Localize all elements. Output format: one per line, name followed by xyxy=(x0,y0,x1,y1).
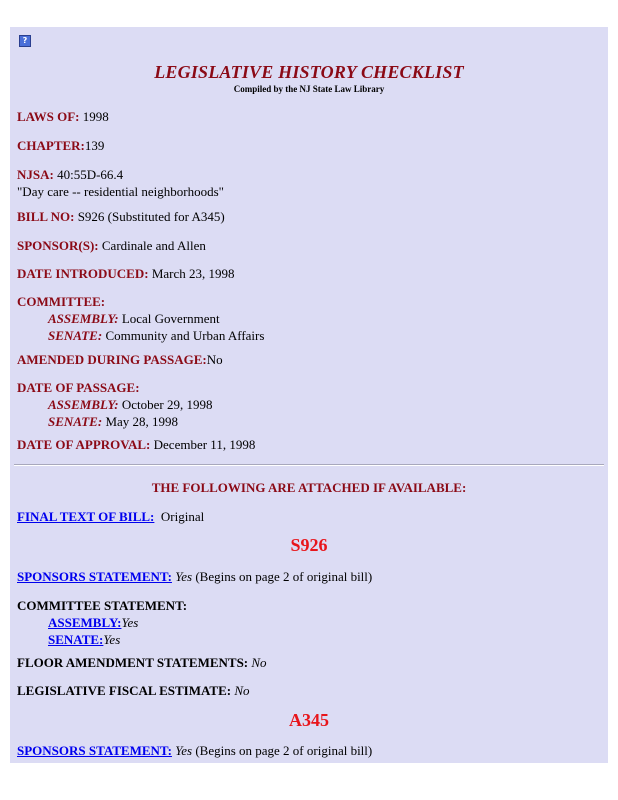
s926-committee-senate-link[interactable]: SENATE: xyxy=(48,632,104,647)
sponsors-row xyxy=(17,237,206,254)
s926-floor-row xyxy=(17,654,267,671)
njsa-value: 40:55D-66.4 xyxy=(57,167,124,182)
passage-senate-row xyxy=(17,413,212,430)
s926-committee-assembly-value: Yes xyxy=(121,615,139,630)
committee-block xyxy=(17,293,264,344)
amended-label: AMENDED DURING PASSAGE: xyxy=(17,352,207,367)
date-introduced-value: March 23, 1998 xyxy=(151,266,235,281)
s926-sponsors-note: (Begins on page 2 of original bill) xyxy=(195,569,373,584)
laws-of-label: LAWS OF: xyxy=(17,109,80,124)
committee-senate-value: Community and Urban Affairs xyxy=(105,328,265,343)
bill-no-value: S926 (Substituted for A345) xyxy=(77,209,225,224)
s926-committee-senate-row xyxy=(17,631,187,648)
committee-senate-row xyxy=(17,327,264,344)
s926-floor-value: No xyxy=(251,655,267,670)
a345-sponsors-statement-link[interactable]: SPONSORS STATEMENT: xyxy=(17,743,172,758)
s926-heading: S926 xyxy=(290,535,328,555)
final-text-row xyxy=(17,508,204,525)
njsa-label: NJSA: xyxy=(17,167,54,182)
final-text-value: Original xyxy=(160,509,205,524)
s926-sponsors-row xyxy=(17,568,372,585)
section-divider xyxy=(14,464,604,466)
s926-committee-assembly-row xyxy=(17,614,187,631)
s926-committee-block xyxy=(17,597,187,648)
committee-label: COMMITTEE: xyxy=(17,294,106,309)
s926-sponsors-value: Yes xyxy=(175,569,193,584)
date-introduced-row xyxy=(17,265,235,282)
njsa-title: "Day care -- residential neighborhoods" xyxy=(17,184,224,199)
chapter-value: 139 xyxy=(84,138,105,153)
bill-no-row xyxy=(17,208,225,225)
passage-assembly-value: October 29, 1998 xyxy=(121,397,213,412)
a345-sponsors-note: (Begins on page 2 of original bill) xyxy=(195,743,373,758)
amended-row xyxy=(17,351,223,368)
committee-assembly-label: ASSEMBLY: xyxy=(48,311,119,326)
s926-committee-label: COMMITTEE STATEMENT: xyxy=(17,598,188,613)
passage-block xyxy=(17,379,212,430)
passage-assembly-row xyxy=(17,396,212,413)
a345-sponsors-row xyxy=(17,742,372,759)
help-icon[interactable]: ? xyxy=(19,35,31,47)
chapter-label: CHAPTER: xyxy=(17,138,85,153)
chapter-row xyxy=(17,137,104,154)
page-title: LEGISLATIVE HISTORY CHECKLIST xyxy=(154,62,464,82)
s926-fiscal-value: No xyxy=(234,683,250,698)
attachments-heading: THE FOLLOWING ARE ATTACHED IF AVAILABLE: xyxy=(151,480,467,495)
date-introduced-label: DATE INTRODUCED: xyxy=(17,266,149,281)
s926-floor-label: FLOOR AMENDMENT STATEMENTS: xyxy=(17,655,249,670)
approval-label: DATE OF APPROVAL: xyxy=(17,437,151,452)
s926-committee-senate-value: Yes xyxy=(103,632,121,647)
laws-of-value: 1998 xyxy=(82,109,109,124)
laws-of-row xyxy=(17,108,109,125)
passage-label: DATE OF PASSAGE: xyxy=(17,380,140,395)
page-subtitle: Compiled by the NJ State Law Library xyxy=(233,84,385,94)
passage-senate-value: May 28, 1998 xyxy=(105,414,179,429)
committee-assembly-row xyxy=(17,310,264,327)
a345-heading: A345 xyxy=(289,710,329,730)
final-text-link[interactable]: FINAL TEXT OF BILL: xyxy=(17,509,155,524)
passage-senate-label: SENATE: xyxy=(48,414,103,429)
approval-row xyxy=(17,436,255,453)
bill-no-label: BILL NO: xyxy=(17,209,75,224)
a345-sponsors-value: Yes xyxy=(175,743,193,758)
amended-value: No xyxy=(206,352,223,367)
s926-fiscal-label: LEGISLATIVE FISCAL ESTIMATE: xyxy=(17,683,232,698)
s926-sponsors-statement-link[interactable]: SPONSORS STATEMENT: xyxy=(17,569,172,584)
approval-value: December 11, 1998 xyxy=(153,437,256,452)
document-page xyxy=(10,27,608,763)
s926-committee-assembly-link[interactable]: ASSEMBLY: xyxy=(48,615,122,630)
committee-senate-label: SENATE: xyxy=(48,328,103,343)
njsa-row xyxy=(17,166,224,200)
committee-assembly-value: Local Government xyxy=(121,311,220,326)
s926-fiscal-row xyxy=(17,682,250,699)
sponsors-label: SPONSOR(S): xyxy=(17,238,99,253)
passage-assembly-label: ASSEMBLY: xyxy=(48,397,119,412)
sponsors-value: Cardinale and Allen xyxy=(101,238,206,253)
